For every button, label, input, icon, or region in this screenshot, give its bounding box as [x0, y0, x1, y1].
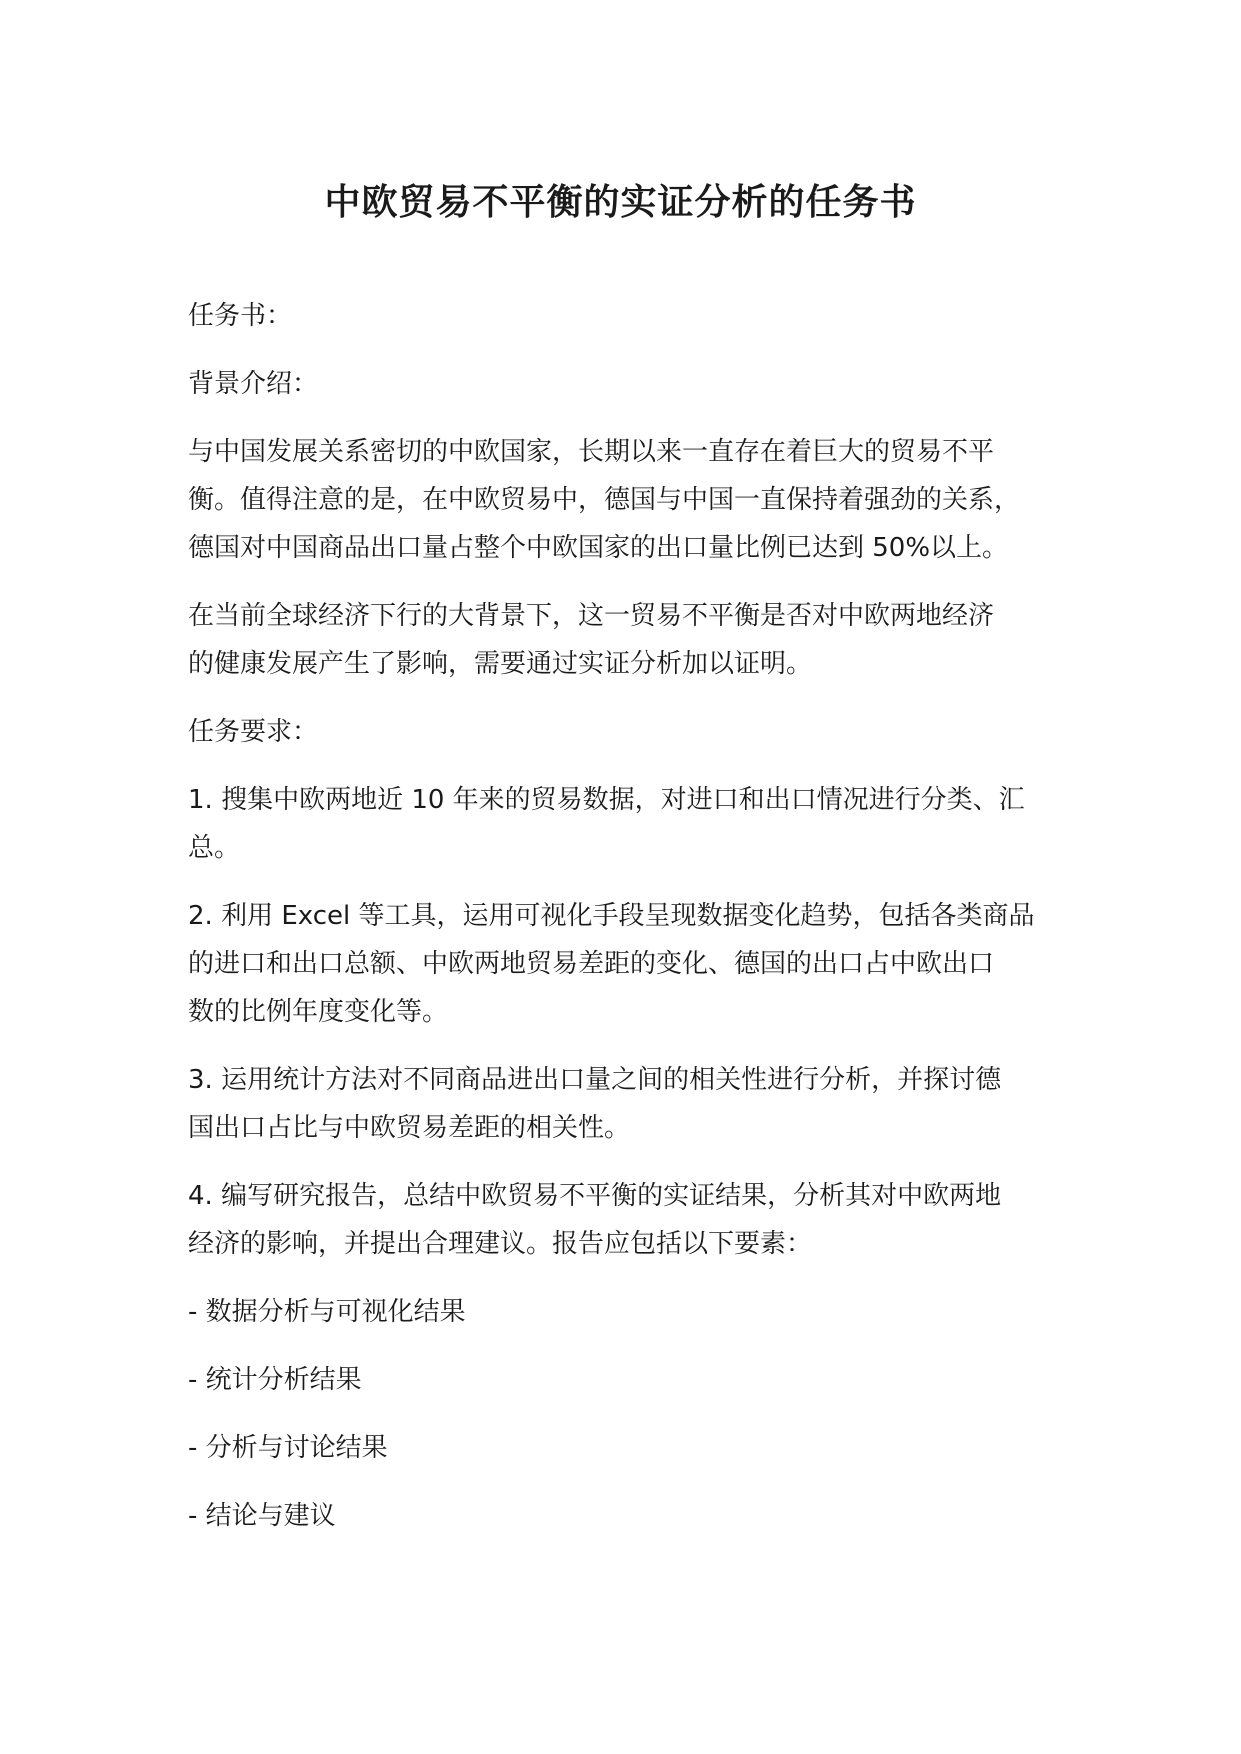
heading-background: 背景介绍： — [188, 369, 319, 399]
requirement-3 — [188, 1056, 1093, 1152]
text-line: 的进口和出口总额、中欧两地贸易差距的变化、德国的出口占中欧出口 — [188, 949, 995, 979]
background-paragraph-1 — [188, 428, 1093, 572]
heading-requirements: 任务要求： — [188, 717, 319, 747]
text-line: 国出口占比与中欧贸易差距的相关性。 — [188, 1113, 631, 1143]
text-line: 德国对中国商品出口量占整个中欧国家的出口量比例已达到 50%以上。 — [188, 533, 1009, 563]
background-paragraph-2 — [188, 592, 1093, 688]
list-item: - 分析与讨论结果 — [188, 1433, 388, 1463]
list-item: - 统计分析结果 — [188, 1365, 362, 1395]
text-line: 数的比例年度变化等。 — [188, 997, 449, 1027]
text-line: 4. 编写研究报告，总结中欧贸易不平衡的实证结果，分析其对中欧两地 — [188, 1181, 1002, 1211]
text-line: 经济的影响，并提出合理建议。报告应包括以下要素： — [188, 1229, 813, 1259]
text-line: 在当前全球经济下行的大背景下，这一贸易不平衡是否对中欧两地经济 — [188, 601, 995, 631]
text-line: 2. 利用 Excel 等工具，运用可视化手段呈现数据变化趋势，包括各类商品 — [188, 901, 1035, 931]
document-body — [188, 292, 1093, 1560]
text-line: 1. 搜集中欧两地近 10 年来的贸易数据，对进口和出口情况进行分类、汇 — [188, 785, 1025, 815]
text-line: 与中国发展关系密切的中欧国家，长期以来一直存在着巨大的贸易不平 — [188, 437, 995, 467]
list-item: - 数据分析与可视化结果 — [188, 1297, 466, 1327]
requirement-2 — [188, 892, 1093, 1036]
requirement-1 — [188, 776, 1093, 872]
text-line: 总。 — [188, 833, 241, 863]
list-item: - 结论与建议 — [188, 1501, 336, 1531]
requirement-4 — [188, 1172, 1093, 1268]
text-line: 衡。值得注意的是，在中欧贸易中，德国与中国一直保持着强劲的关系， — [188, 485, 1021, 515]
document-title: 中欧贸易不平衡的实证分析的任务书 — [324, 182, 917, 223]
text-line: 3. 运用统计方法对不同商品进出口量之间的相关性进行分析，并探讨德 — [188, 1065, 1002, 1095]
text-line: 的健康发展产生了影响，需要通过实证分析加以证明。 — [188, 649, 813, 679]
heading-task-book: 任务书： — [188, 301, 293, 331]
